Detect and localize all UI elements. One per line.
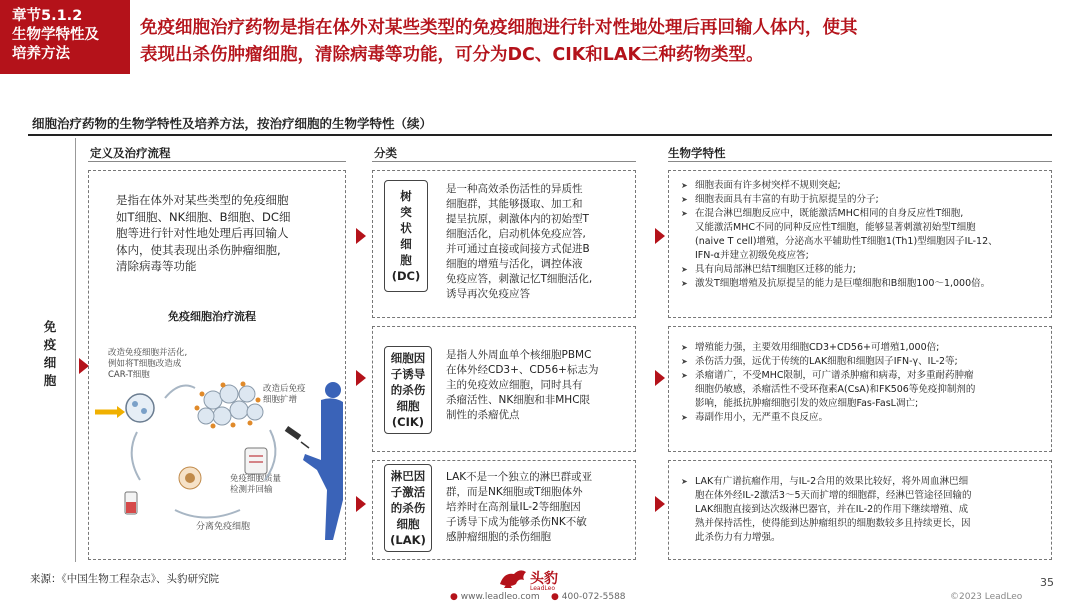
page-number: 35 xyxy=(1040,576,1054,589)
biology-item-continued xyxy=(681,235,1043,249)
category-description-line: 是一种高效杀伤活性的异质性 xyxy=(446,183,583,195)
logo-cn-text: 头豹 xyxy=(530,571,558,587)
category-label-cik xyxy=(384,346,432,434)
column-line-category xyxy=(372,161,636,162)
row-arrow-icon xyxy=(356,370,366,386)
category-label-line: 树 xyxy=(400,189,412,203)
category-label-line: (DC) xyxy=(391,269,421,283)
syringe-icon xyxy=(285,426,309,448)
definition-line: 胞等进行针对性地处理后再回输人 xyxy=(116,226,289,240)
category-description-line: 主的免疫效应细胞，同时具有 xyxy=(446,379,583,391)
column-head-category: 分类 xyxy=(374,146,397,160)
biology-list-dc xyxy=(681,179,1043,291)
definition-line: 体内，使其表现出杀伤肿瘤细胞, xyxy=(116,242,281,257)
category-label-line: 子诱导 xyxy=(390,367,426,381)
biology-item-line: 熟并保持活性，使得能到达肿瘤组织的细胞数较多且持续更长，因 xyxy=(695,518,971,529)
category-label-line: 的杀伤 xyxy=(390,383,426,397)
leopard-logo-icon xyxy=(498,566,528,592)
flow-step-qc-line: 免疫细胞质量 xyxy=(230,474,282,484)
category-label-line: 淋巴因 xyxy=(390,469,426,483)
category-description-line: 子诱导下成为能够杀伤NK不敏 xyxy=(446,516,587,528)
copyright: ©2023 LeadLeo xyxy=(950,592,1023,602)
category-label-lak xyxy=(384,464,432,552)
definition-line: 如T细胞、NK细胞、B细胞、DC细 xyxy=(116,209,291,224)
biology-item-continued xyxy=(681,397,1043,411)
section-number: 章节5.1.2 xyxy=(12,8,83,24)
definition-line: 清除病毒等功能 xyxy=(116,259,197,273)
category-description-line: 是指人外周血单个核细胞PBMC xyxy=(446,349,592,361)
website-link[interactable]: www.leadleo.com xyxy=(460,592,540,602)
footer-contact xyxy=(450,592,626,602)
flow-step-expand-line: 细胞扩增 xyxy=(263,395,298,405)
category-description-line: 免疫应答，刺激记忆T细胞活化, xyxy=(446,273,593,285)
biology-item-line: 胞在体外经IL-2激活3～5天而扩增的细胞群，经淋巴管途径回输的 xyxy=(695,490,972,501)
subheading-rule xyxy=(28,134,1052,136)
category-description-line: 诱导再次免疫应答 xyxy=(446,288,530,300)
cell-icon xyxy=(141,408,147,414)
category-description-line: 感肿瘤细胞的杀伤细胞 xyxy=(446,531,551,543)
flow-diagram-illustration xyxy=(95,360,345,540)
column-head-definition: 定义及治疗流程 xyxy=(90,146,171,160)
column-line-biology xyxy=(668,161,1052,162)
category-label-line: 子激活 xyxy=(390,485,426,499)
web-icon: ● xyxy=(450,592,458,602)
row-arrow-icon xyxy=(356,228,366,244)
category-label-line: 细胞因 xyxy=(390,351,426,365)
category-description-line: 细胞的增殖与活化，调控体液 xyxy=(446,258,583,270)
biology-box-dc xyxy=(668,170,1052,318)
category-label-line: (LAK) xyxy=(390,533,426,547)
page-headline xyxy=(140,15,1070,69)
category-label-dc xyxy=(384,180,428,292)
logo-en-text: LeadLeo xyxy=(530,585,556,592)
biology-item-continued xyxy=(681,249,1043,263)
patient-silhouette-icon xyxy=(303,382,343,540)
category-label-line: 突 xyxy=(400,205,412,219)
category-description-line: 并可通过直接或间接方式促进B xyxy=(446,243,590,255)
biology-item-line: 影响，能抵抗肿瘤细胞引发的效应细胞Fas-FasL凋亡; xyxy=(695,398,919,409)
category-description-dc xyxy=(446,182,626,302)
category-description-line: 杀瘤活性、NK细胞和非MHC限 xyxy=(446,394,591,406)
biology-item-line: 此杀伤力有力增强。 xyxy=(695,532,781,543)
category-label-line: 细 xyxy=(400,237,412,251)
category-label-line: 状 xyxy=(400,221,412,235)
category-description-line: 细胞群，其能够摄取、加工和 xyxy=(446,198,583,210)
biology-item-continued xyxy=(681,503,1043,517)
biology-item-continued xyxy=(681,221,1043,235)
bio-arrow-icon xyxy=(655,228,665,244)
biology-item-line: 又能激活MHC不同的同种反应性T细胞，能够显著刺激初始型T细胞 xyxy=(695,222,976,233)
flow-step-modify-line: 改造免疫细胞并活化, xyxy=(108,348,188,358)
petri-dish-icon xyxy=(126,394,154,422)
phone-icon: ● xyxy=(551,592,559,602)
cell-cluster-icon xyxy=(198,385,263,425)
table-subheading: 细胞治疗药物的生物学特性及培养方法，按治疗细胞的生物学特性（续） xyxy=(32,116,433,131)
biology-item: ➤ 杀瘤谱广，不受MHC限制，可广谱杀肿瘤和病毒，对多重耐药肿瘤 xyxy=(681,369,1043,383)
bio-arrow-icon xyxy=(655,370,665,386)
iv-bag-icon xyxy=(245,448,267,474)
row-group-label: 免疫细胞 xyxy=(43,319,57,388)
category-description-line: 提呈抗原，刺激体内的初始型T xyxy=(446,213,589,225)
biology-item-line: LAK细胞直接到达次级淋巴器官，并在IL-2的作用下继续增殖、成 xyxy=(695,504,969,515)
category-label-line: 细胞 xyxy=(396,517,420,531)
biology-list-lak xyxy=(681,475,1043,545)
biology-box-cik xyxy=(668,326,1052,452)
cell-icon xyxy=(132,401,138,407)
section-tag xyxy=(0,0,130,74)
headline-line1: 免疫细胞治疗药物是指在体外对某些类型的免疫细胞进行针对性地处理后再回输人体内，使其 xyxy=(140,18,858,38)
biology-item: ➤ 激发T细胞增殖及抗原提呈的能力是巨噬细胞和B细胞100～1,000倍。 xyxy=(681,277,1043,291)
category-label-line: (CIK) xyxy=(391,415,425,429)
category-label-line: 细胞 xyxy=(396,399,420,413)
biology-item-continued xyxy=(681,489,1043,503)
biology-item: ➤ 具有向局部淋巴结T细胞区迁移的能力; xyxy=(681,263,1043,277)
blood-sample-icon xyxy=(125,492,137,514)
category-label-line: 胞 xyxy=(400,253,412,267)
biology-item: ➤ 细胞表面有许多树突样不规则突起; xyxy=(681,179,1043,193)
category-label-line: 的杀伤 xyxy=(390,501,426,515)
biology-item: ➤ 在混合淋巴细胞反应中，既能激活MHC相同的自身反应性T细胞, xyxy=(681,207,1043,221)
bio-arrow-icon xyxy=(655,496,665,512)
headline-line2: 表现出杀伤肿瘤细胞，清除病毒等功能，可分为DC、CIK和LAK三种药物类型。 xyxy=(140,45,764,65)
biology-item-line: 细胞仍敏感，杀瘤活性不受环孢素A(CsA)和FK506等免疫抑制剂的 xyxy=(695,384,976,395)
row-arrow-icon xyxy=(356,496,366,512)
section-title-line1: 生物学特性及 xyxy=(12,27,99,43)
column-head-biology: 生物学特性 xyxy=(668,146,726,160)
biology-item: ➤ 毒副作用小，无严重不良反应。 xyxy=(681,411,1043,425)
biology-item: ➤ 杀伤活力强，远优于传统的LAK细胞和细胞因子IFN-γ、IL-2等; xyxy=(681,355,1043,369)
flow-step-qc-line: 检测并回输 xyxy=(230,485,273,495)
flow-step-modify-line: 例如将T细胞改造成 xyxy=(108,359,182,369)
source-note: 来源：《中国生物工程杂志》、头豹研究院 xyxy=(30,573,219,585)
category-description-line: 培养时在高剂量IL-2等细胞因 xyxy=(446,501,581,513)
section-title-line2: 培养方法 xyxy=(12,46,70,62)
biology-list-cik xyxy=(681,341,1043,425)
flow-step-expand-line: 改造后免疫 xyxy=(263,384,306,394)
biology-box-lak xyxy=(668,460,1052,560)
flow-step-modify-line: CAR-T细胞 xyxy=(108,370,150,380)
biology-item: ➤ 细胞表面具有丰富的有助于抗原提呈的分子; xyxy=(681,193,1043,207)
phone-number: 400-072-5588 xyxy=(561,592,626,602)
biology-item: ➤ 增殖能力强，主要效用细胞CD3+CD56+可增殖1,000倍; xyxy=(681,341,1043,355)
category-description-line: 在体外经CD3+、CD56+标志为 xyxy=(446,364,599,376)
flow-arrowhead-icon xyxy=(117,406,125,418)
flow-step-separate: 分离免疫细胞 xyxy=(196,522,251,532)
definition-line: 是指在体外对某些类型的免疫细胞 xyxy=(116,193,289,207)
category-description-line: 群，而是NK细胞或T细胞体外 xyxy=(446,486,583,498)
flow-title: 免疫细胞治疗流程 xyxy=(168,310,256,323)
definition-text xyxy=(116,192,332,275)
column-line-definition xyxy=(88,161,346,162)
biology-item-line: IFN-α并建立初级免疫应答; xyxy=(695,250,809,261)
biology-item-continued xyxy=(681,383,1043,397)
category-description-line: 制性的杀瘤优点 xyxy=(446,409,520,421)
category-description-lak xyxy=(446,470,632,545)
category-description-cik xyxy=(446,348,632,423)
category-description-line: LAK不是一个独立的淋巴群或亚 xyxy=(446,471,593,483)
category-description-line: 细胞活化，启动机体免疫应答, xyxy=(446,228,586,240)
biology-item: ➤ LAK有广谱抗瘤作用，与IL-2合用的效果比较好，将外周血淋巴细 xyxy=(681,475,1043,489)
biology-item-line: (naive T cell)增殖，分泌高水平辅助性T细胞1(Th1)型细胞因子IL-12、 xyxy=(695,236,998,247)
biology-item-continued xyxy=(681,517,1043,531)
biology-item-continued xyxy=(681,531,1043,545)
